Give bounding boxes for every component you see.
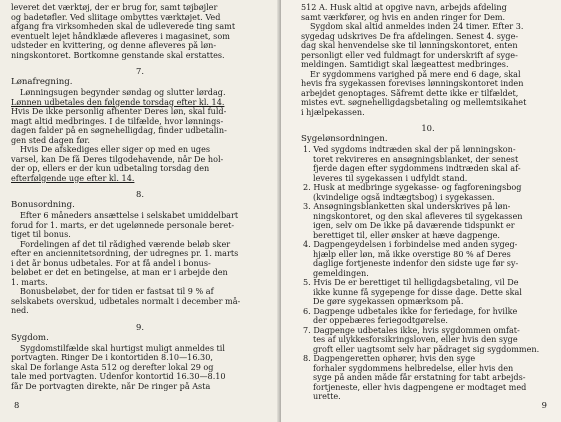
text-line: leveres til sygekassen i udfyldt stand. — [313, 173, 468, 183]
right-page — [281, 0, 561, 422]
text-line: toret rekvireres en ansøgningsblanket, der senest — [313, 154, 519, 164]
list-item — [301, 202, 555, 240]
item-text: Dagpengeretten ophører, hvis den syge — [313, 354, 476, 363]
text-line: hjælp eller løn, må ikke overstige 80 % af Deres — [313, 249, 511, 259]
item-number: 3. — [303, 202, 311, 211]
item-number: 2. — [303, 183, 311, 192]
list-item — [301, 278, 555, 307]
page-number: 9 — [541, 400, 547, 410]
right-column — [301, 3, 555, 402]
text-line — [301, 183, 555, 193]
section-body — [11, 88, 269, 183]
text-line: der oppebæres feriegodtgørelse. — [313, 316, 448, 325]
underlined-text: Lønnen udbetales den følgende torsdag efter kl. 14. — [11, 97, 225, 107]
text-line: Efter 6 måneders ansættelse i selskabet umiddelbart — [20, 211, 239, 220]
text-line: forud for 1. marts, er det ugelønnede personale beret- — [11, 220, 235, 230]
text-line: dagen falder på en søgnehelligdag, finder udbetalin- — [11, 126, 227, 135]
text-line — [301, 202, 555, 212]
text-line: skal De forlange Asta 512 og derefter lokal 29 og — [11, 362, 214, 372]
item-number: 4. — [303, 240, 311, 249]
text-line: ningskontoret, og den skal afleveres til sygekassen — [313, 211, 523, 221]
text-line: forhaler sygdommens helbredelse, eller hvis den — [313, 363, 514, 373]
text-line: leveret det værktøj, der er brug for, samt tøjbøjler — [11, 3, 218, 12]
item-text: Husk at medbringe sygekasse- og fagforeningsbog — [313, 183, 522, 192]
item-number: 6. — [303, 306, 311, 316]
text-line — [301, 326, 555, 336]
text-line — [301, 354, 555, 364]
text-line — [11, 98, 269, 108]
left-column — [11, 3, 269, 391]
text-line — [301, 307, 555, 317]
section-number: 8. — [136, 189, 144, 199]
text-line: urette. — [313, 392, 341, 401]
text-line: ned. — [11, 306, 29, 315]
section-heading: Sygdom. — [11, 332, 49, 343]
list-item — [301, 183, 555, 202]
text-line: Hvis De ikke personlig afhenter Deres løn, skal fuld- — [11, 107, 227, 116]
text-line: mistes evt. søgnehelligdagsbetaling og mellemtsikahet — [301, 98, 527, 107]
text-line: tes af ulykkesforsikringsloven, eller hvis den syge — [313, 335, 518, 344]
list-item — [301, 307, 555, 326]
text-line: eventuelt lejet håndklæde afleveres i magasinet, som — [11, 31, 230, 41]
text-line: ningskontoret. Bortkomne genstande skal erstattes. — [11, 50, 225, 60]
text-line: syge på anden måde får erstatning for tabt arbejds- — [313, 373, 526, 382]
text-line: afgang fra virksomheden skal de udleverede ting samt — [11, 22, 236, 31]
text-line: Hvis De afskediges eller siger op med en uges — [20, 145, 211, 154]
text-line: efter en anciennitetsordning, der udregnes pr. 1. marts — [11, 249, 239, 258]
page-number: 8 — [14, 400, 20, 410]
text-line: hevis fra sygekassen forevises lønningskontoret inden — [301, 79, 524, 88]
text-line — [11, 174, 269, 184]
section-number: 10. — [421, 123, 435, 133]
item-number: 5. — [303, 278, 311, 287]
text-line: fjerde dagen efter sygdommens indtræden skal af- — [313, 164, 521, 173]
text-line: igen, selv om De ikke på daværende tidspunkt er — [313, 221, 515, 230]
text-line: gemeldingen. — [313, 268, 369, 278]
text-line: og badetøfler. Ved sliitage ombyttes værktøjet. Ved — [11, 12, 221, 22]
numbered-list — [301, 145, 555, 402]
item-text: Dagpenge udbetales ikke, hvis sygdommen omfat- — [313, 325, 520, 335]
text-line: De gøre sygekassen opmærksom på. — [313, 297, 464, 306]
underlined-text: efterfølgende uge efter kl. 14. — [11, 173, 135, 183]
item-text: Hvis De er berettiget til helligdagsbetaling, vil De — [313, 278, 519, 287]
text-line — [301, 145, 555, 155]
text-line: udsteder en kvittering, og denne afleveres på løn- — [11, 41, 217, 50]
text-line: i det år bonus udbetales. For at få andel i bonus- — [11, 258, 211, 268]
item-number: 7. — [303, 325, 311, 335]
list-item — [301, 145, 555, 183]
text-line: sygedag udskrives De fra afdelingen. Senest 4. syge- — [301, 31, 519, 41]
text-line: portvagten. Ringer De i kontortiden 8.10—16.30, — [11, 353, 213, 362]
text-line: i hjælpekassen. — [301, 107, 365, 117]
section-heading: Sygelønsordningen. — [301, 134, 388, 144]
text-line: ikke kunne få sygepenge for disse dage. Dette skal — [313, 287, 522, 297]
text-line: daglige fortjeneste indenfor den sidste uge før sy- — [313, 259, 519, 268]
text-line — [301, 240, 555, 250]
item-text: Dagpengeydelsen i forbindelse med anden sygeg- — [313, 240, 518, 249]
text-line: arbejdet genoptages. Såfremt dette ikke er tilfældet, — [301, 88, 519, 98]
text-line: personligt eller ved fuldmagt for underskrift af syge- — [301, 50, 518, 60]
text-line: selskabets overskud, udbetales normalt i december må- — [11, 296, 241, 306]
text-line — [301, 278, 555, 288]
text-line: Fordelingen af det til rådighed værende beløb sker — [20, 239, 231, 249]
item-number: 8. — [303, 354, 311, 363]
text-line: tiget til bonus. — [11, 230, 71, 239]
list-item — [301, 240, 555, 278]
text-line: varsel, kan De få Deres tilgodehavende, når De hol- — [11, 154, 224, 164]
text-line: Lønningsugen begynder søndag og slutter lørdag. — [20, 88, 226, 97]
section-body — [11, 344, 269, 392]
item-text: Dagpenge udbetales ikke for feriedage, for hvilke — [313, 306, 518, 316]
list-item — [301, 354, 555, 402]
item-text: Ved sygdoms indtræden skal der på lønningskon- — [313, 145, 516, 154]
text-line: magt altid medbringes. I de tilfælde, hvor lønnings- — [11, 116, 224, 126]
text-line: Sygdom skal altid anmeldes inden 24 timer. Efter 3. — [310, 22, 524, 31]
text-line: der op, ellers er der kun udbetaling torsdag den — [11, 164, 210, 173]
text-line: meldingen. Samtidigt skal lægeattest medbringes. — [301, 60, 509, 69]
section-heading: Lønafregning. — [11, 77, 73, 87]
text-line: 512 A. Husk altid at opgive navn, arbejds afdeling — [301, 3, 507, 12]
section-number: 9. — [136, 321, 144, 332]
text-line: 1. marts. — [11, 277, 48, 287]
text-line: fortjeneste, eller hvis dagpengene er modtaget med — [313, 382, 527, 392]
section-heading: Bonusordning. — [11, 200, 75, 210]
section-number: 7. — [136, 66, 144, 76]
text-line: (kvindelige også indtægtsbog) i sygekassen. — [313, 192, 495, 202]
section-body — [11, 211, 269, 316]
text-line: samt værkfører, og hvis en anden ringer for Dem. — [301, 12, 506, 22]
text-line: dag skal henvendelse ske til lønningskontoret, enten — [301, 41, 518, 50]
text-line: Er sygdommens varighed på mere end 6 dage, skal — [310, 69, 521, 79]
item-number: 1. — [303, 145, 311, 154]
text-line: Sygdomstilfælde skal hurtigst muligt anmeldes til — [20, 343, 225, 353]
text-line: tale med portvagten. Udenfor kontortid 16.30—8.10 — [11, 372, 226, 381]
text-line: berettiget til, eller ønsker at hæve dagpenge. — [313, 230, 500, 240]
intro-paragraph — [11, 3, 269, 60]
text-line: får De portvagten direkte, når De ringer på Asta — [11, 381, 211, 391]
intro-paragraph — [301, 3, 555, 117]
list-item — [301, 326, 555, 355]
text-line: groft eller uagtsomt selv har pådraget sig sygdommen. — [313, 344, 540, 354]
item-text: Ansøgningsblanketten skal underskrives på løn- — [313, 202, 511, 211]
text-line: gen sted dagen før. — [11, 135, 90, 145]
text-line: Bonusbeløbet, der for tiden er fastsat til 9 % af — [20, 287, 214, 296]
text-line: beløbet er det en betingelse, at man er i arbejde den — [11, 268, 228, 277]
